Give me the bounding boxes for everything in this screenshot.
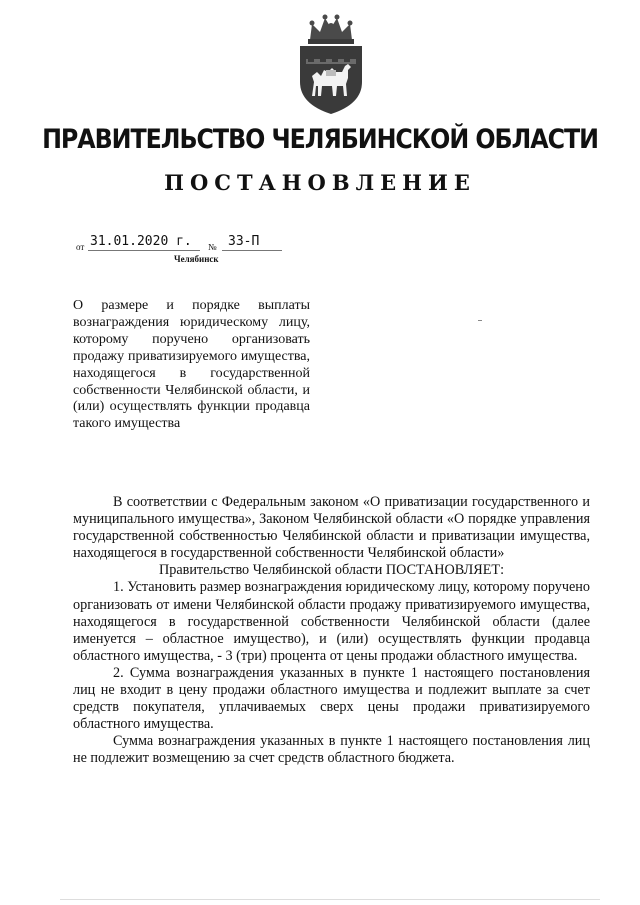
number-prefix: № — [208, 242, 217, 252]
item-2-continuation-paragraph: Сумма вознаграждения указанных в пункте 1 настоящего постановления лиц не подлежит возмещению за счет средств областного бюджета. — [73, 733, 590, 767]
government-title: ПРАВИТЕЛЬСТВО ЧЕЛЯБИНСКОЙ ОБЛАСТИ — [42, 124, 598, 155]
scan-mark — [478, 320, 482, 321]
item-2-paragraph: 2. Сумма вознаграждения указанных в пункте 1 настоящего постановления лиц не входит в цену продажи областного имущества и подлежит выплате за счет средств покупателя, уплачиваемых сверх цены продажи приватизируемого областного имущества. — [73, 664, 590, 733]
preamble-paragraph: В соответствии с Федеральным законом «О приватизации государственного и муниципального имущества», Законом Челябинской области «О порядке управления государственной собственностью Челябинской области и приватизации имущества, находящегося в государственной собственности Челябинской области» — [73, 494, 590, 562]
page-bottom-edge — [60, 899, 600, 900]
date-underline — [88, 250, 200, 251]
document-meta — [76, 234, 286, 270]
document-number: 33-П — [228, 234, 260, 249]
document-city: Челябинск — [174, 254, 219, 264]
document-type: ПОСТАНОВЛЕНИЕ — [164, 170, 476, 195]
document-body — [73, 494, 590, 768]
date-prefix: от — [76, 242, 85, 252]
decree-line: Правительство Челябинской области ПОСТАНОВЛЯЕТ: — [158, 562, 505, 579]
item-1-paragraph: 1. Установить размер вознаграждения юридическому лицу, которому поручено организовать от имени Челябинской области продажу приватизируемого имущества, находящегося в государственной собственности Челябинской области (далее именуется – областное имущество), и (или) осуществлять функции продавца областного имущества, - 3 (три) процента от цены продажи областного имущества. — [73, 579, 590, 664]
coat-of-arms-icon — [290, 12, 372, 116]
document-subject-title: О размере и порядке выплаты вознаграждения юридическому лицу, которому поручено организовать продажу приватизируемого имущества, находящегося в государственной собственности Челябинской области, и (или) осуществлять функции продавца такого имущества — [73, 298, 310, 432]
number-underline — [222, 250, 282, 251]
document-date: 31.01.2020 г. — [90, 234, 192, 249]
